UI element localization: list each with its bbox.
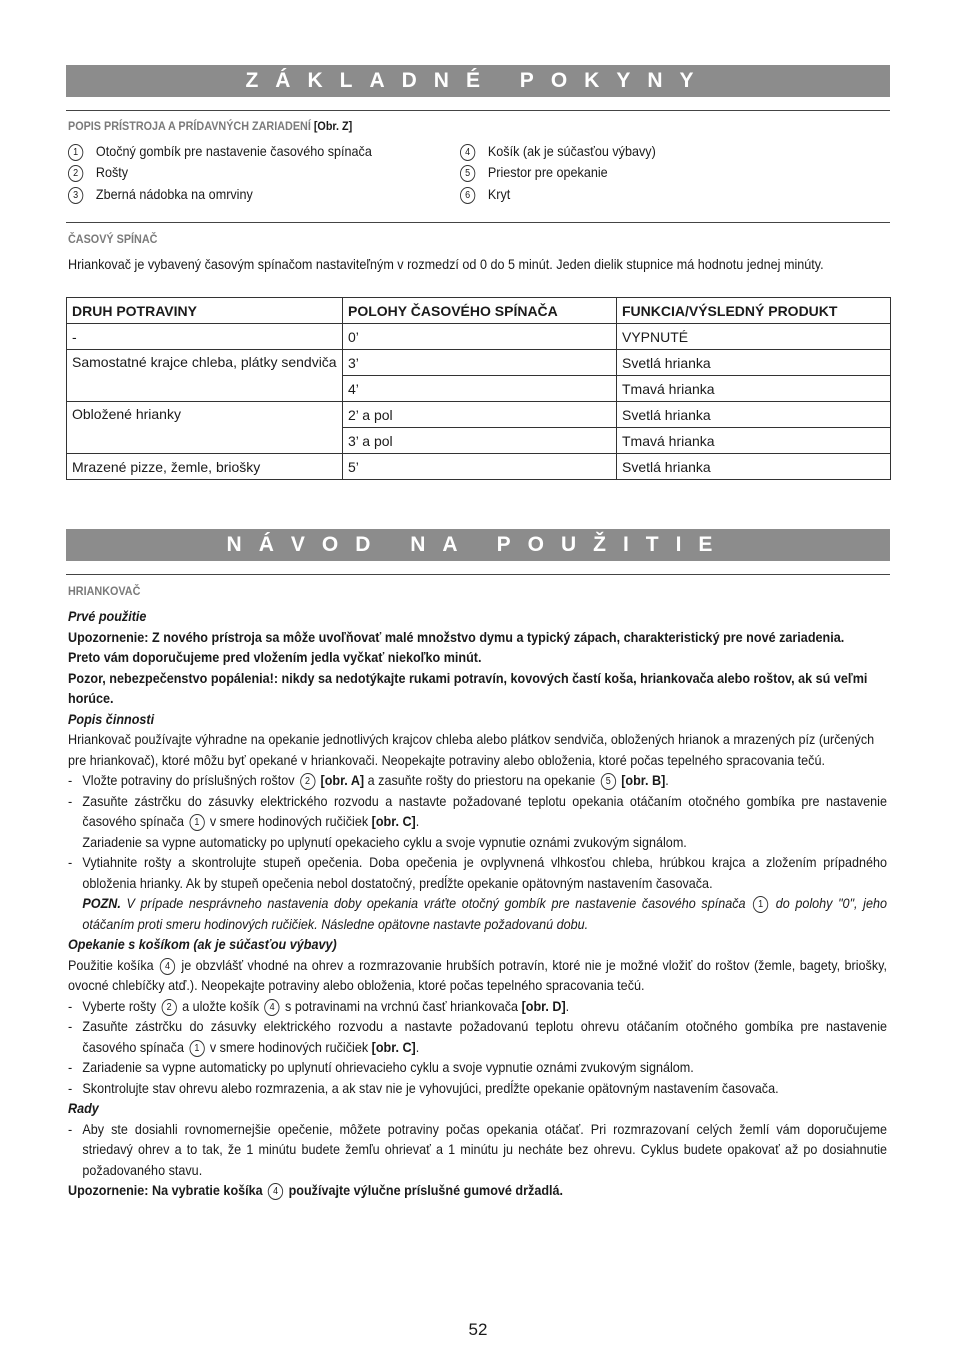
circled-number: 2 — [161, 999, 176, 1016]
part-item — [68, 186, 253, 204]
text: a uložte košík — [182, 997, 260, 1014]
text: V prípade nesprávneho nastavenia doby opekania vráťte otočný gombík pre nastavenie časového spínača — [126, 895, 746, 911]
section-banner-usage: NÁVOD NA POUŽITIE — [66, 529, 890, 561]
circled-number: 4 — [160, 958, 175, 975]
list-item: - Skontrolujte stav ohrevu alebo rozmrazenia, a ak stav nie je vyhovujúci, predĺžte opekanie opätovným nastavením časovača. — [68, 1079, 779, 1096]
circled-number: 6 — [460, 187, 475, 204]
text: Upozornenie: Na vybratie košíka — [68, 1182, 263, 1198]
warning-text: Pozor, nebezpečenstvo popálenia!: nikdy sa nedotýkajte rukami potravín, kovových častí koša, hriankovača alebo roštov, ak sú veľmi horúce. — [68, 669, 868, 706]
operation-title: Popis činnosti — [68, 710, 155, 727]
description-label-text: POPIS PRÍSTROJA A PRÍDAVNÝCH ZARIADENÍ — [68, 119, 311, 133]
text: v smere hodinových ručičiek — [209, 1038, 369, 1055]
note — [68, 893, 887, 934]
figure-ref: [obr. D] — [521, 997, 566, 1014]
figure-ref: [obr. C] — [371, 813, 416, 829]
list-item: - Vytiahnite rošty a skontrolujte stupeň opečenia. Doba opečenia je ovplyvnená vlhkosťou chleba, hrúbkou krajca a zložením prípadného obloženia hrianky. Ak by stupeň opečenia nebol dostatočný, predĺžte opekanie opätovným nastavením časovača. — [68, 854, 887, 891]
list-item: - Zasuňte zástrčku do zásuvky elektrického rozvodu a nastavte požadované teplotu opekania otáčaním otočného gombíka pre nastavenie časového spínača 1 v smere hodinových ručičiek [obr. C]. — [68, 792, 887, 829]
circled-number: 2 — [68, 165, 83, 182]
table-cell: 5’ — [343, 454, 617, 480]
table-cell: 2’ a pol — [343, 402, 617, 428]
table-header-cell: POLOHY ČASOVÉHO SPÍNAČA — [343, 298, 617, 324]
table-cell: Svetlá hrianka — [617, 350, 891, 376]
table-row — [67, 402, 891, 428]
table-cell: 3’ — [343, 350, 617, 376]
list-item: - Zariadenie sa vypne automaticky po uplynutí ohrievacieho cyklu a svoje vypnutie oznámi zvukovým signálom. — [68, 1059, 694, 1075]
final-warning — [68, 1180, 887, 1201]
table-header-cell: FUNKCIA/VÝSLEDNÝ PRODUKT — [617, 298, 891, 324]
table-cell: Tmavá hrianka — [617, 376, 891, 402]
part-text: Priestor pre opekanie — [487, 164, 608, 180]
text: Vložte potraviny do príslušných roštov — [82, 772, 295, 788]
circled-number: 1 — [753, 896, 768, 913]
text: s potravinami na vrchnú časť hriankovača — [285, 997, 519, 1014]
figure-ref: [obr. C] — [371, 1038, 416, 1055]
text: Zasuňte zástrčku do zásuvky elektrického rozvodu a nastavte požadované teplotu opekania otáčaním otočného gombíka pre nastavenie časového spínača — [82, 792, 887, 829]
table-row — [67, 324, 891, 350]
text: Vyberte rošty — [82, 997, 157, 1014]
list-item: - Aby ste dosiahli rovnomernejšie opečenie, môžete potraviny počas opekania otáčať. Pri rozmrazovaní celých žemlí vám doporučujeme striedavý ohrev a to tak, že 1 minútu budete žemľu ohrievať a 1 minútu ju necháte bez ohrevu. Cyklus budete opakovať až po dosiahnutie požadovaného stavu. — [68, 1120, 887, 1178]
warning-text: Preto vám doporučujeme pred vložením jedla vyčkať niekoľko minút. — [68, 649, 482, 665]
description-label — [68, 119, 352, 133]
usage-body — [68, 606, 887, 1201]
circled-number: 4 — [264, 999, 279, 1016]
part-item — [460, 164, 608, 182]
figure-ref: [obr. A] — [320, 772, 365, 788]
text: používajte výlučne príslušné gumové držadlá. — [288, 1182, 564, 1198]
section-banner-basic: ZÁKLADNÉ POKYNY — [66, 65, 890, 97]
part-item — [68, 143, 372, 161]
part-item — [68, 164, 128, 182]
basket-intro — [68, 955, 887, 996]
circled-number: 1 — [68, 144, 83, 161]
text: je obzvlášť vhodné na ohrev a rozmrazovanie hrubších potravín, ktoré nie je možné vložiť do roštov (žemle, bagety, briošky, ovocné chlebíčky atď.). Neopekajte potraviny alebo obloženia, ktoré počas tepelného spracovania tečú. — [68, 956, 888, 993]
divider — [66, 574, 890, 575]
list-item: - Zasuňte zástrčku do zásuvky elektrického rozvodu a nastavte požadovanú teplotu ohrevu otáčaním otočného gombíka pre nastavenie časového spínača 1 v smere hodinových ručičiek [obr. C]. — [68, 1018, 887, 1055]
circled-number: 3 — [68, 187, 83, 204]
table-row — [67, 454, 891, 480]
text: Vytiahnite rošty a skontrolujte stupeň opečenia. Doba opečenia je ovplyvnená vlhkosťou chleba, hrúbkou krajca a zložením prípadného obloženia hrianky. Ak by stupeň opečenia nebol dostatočný, predĺžte opekanie opätovným nastavením časovača. — [82, 854, 887, 891]
description-label-ref: [Obr. Z] — [313, 119, 353, 133]
table-cell: Samostatné krajce chleba, plátky sendviča — [67, 350, 343, 402]
table-row — [67, 350, 891, 376]
table-cell: Obložené hrianky — [67, 402, 343, 454]
text: Zasuňte zástrčku do zásuvky elektrického rozvodu a nastavte požadovanú teplotu ohrevu otáčaním otočného gombíka pre nastavenie časového spínača — [82, 1018, 887, 1055]
timer-label: ČASOVÝ SPÍNAČ — [68, 232, 158, 246]
circled-number: 5 — [601, 773, 616, 790]
part-item — [460, 143, 656, 161]
list-item: - Vložte potraviny do príslušných roštov 2 [obr. A] a zasuňte rošty do priestoru na opekanie 5 [obr. B]. — [68, 772, 669, 788]
text: a zasuňte rošty do priestoru na opekanie — [367, 772, 596, 788]
figure-ref: [obr. B] — [621, 772, 666, 788]
toaster-label: HRIANKOVAČ — [68, 584, 141, 598]
circled-number: 4 — [268, 1183, 283, 1200]
table-cell: Tmavá hrianka — [617, 428, 891, 454]
divider — [66, 222, 890, 223]
tips-title: Rady — [68, 1100, 99, 1116]
text: Aby ste dosiahli rovnomernejšie opečenie, môžete potraviny počas opekania otáčať. Pri rozmrazovaní celých žemlí vám doporučujeme striedavý ohrev a to tak, že 1 minútu budete žemľu ohrievať a 1 minútu ju necháte bez ohrevu. Cyklus budete opakovať až po dosiahnutie požadovaného stavu. — [82, 1120, 887, 1178]
text: Zariadenie sa vypne automaticky po uplynutí opekacieho cyklu a svoje vypnutie oznámi zvukovým signálom. — [82, 833, 687, 850]
divider — [66, 110, 890, 111]
operation-intro: Hriankovač používajte výhradne na opekanie jednotlivých krajcov chleba alebo plátkov sendviča, obložených hrianok a mrazených píz (určených pre hriankovač), ktoré môžu byť opekané v hriankovači. Neopekajte potraviny alebo obloženia, ktoré počas tepelného spracovania tečú. — [68, 731, 875, 768]
warning-text: Upozornenie: Z nového prístroja sa môže uvoľňovať malé množstvo dymu a typický zápach, charakteristický pre nové zariadenia. — [68, 628, 845, 645]
part-item — [460, 186, 510, 204]
note-label: POZN. — [82, 895, 121, 911]
table-header-row — [67, 298, 891, 324]
part-text: Zberná nádobka na omrviny — [95, 186, 253, 202]
circled-number: 5 — [460, 165, 475, 182]
table-cell: 4’ — [343, 376, 617, 402]
table-cell: - — [67, 324, 343, 350]
table-cell: VYPNUTÉ — [617, 324, 891, 350]
timer-text: Hriankovač je vybavený časovým spínačom nastaviteľným v rozmedzí od 0 do 5 minút. Jeden dielik stupnice má hodnotu jednej minúty. — [68, 256, 824, 272]
part-text: Rošty — [95, 164, 129, 180]
text: Skontrolujte stav ohrevu alebo rozmrazenia, a ak stav nie je vyhovujúci, predĺžte opekanie opätovným nastavením časovača. — [82, 1079, 779, 1096]
basket-title: Opekanie s košíkom (ak je súčasťou výbavy) — [68, 936, 337, 952]
part-text: Košík (ak je súčasťou výbavy) — [487, 143, 656, 159]
text: do polohy "0", jeho otáčaním proti smeru hodinových ručičiek. Následne opätovne nastavte požadovanú dobu. — [82, 895, 887, 932]
list-note — [68, 832, 887, 853]
part-text: Kryt — [487, 186, 511, 202]
page-number: 52 — [468, 1320, 488, 1339]
part-text: Otočný gombík pre nastavenie časového spínača — [95, 143, 372, 159]
timer-table — [66, 297, 891, 480]
first-use-title: Prvé použitie — [68, 608, 147, 624]
circled-number: 1 — [189, 814, 204, 831]
table-cell: 3’ a pol — [343, 428, 617, 454]
table-header-cell: DRUH POTRAVINY — [67, 298, 343, 324]
list-item: - Vyberte rošty 2 a uložte košík 4 s potravinami na vrchnú časť hriankovača [obr. D]. — [68, 997, 570, 1014]
text: v smere hodinových ručičiek — [209, 813, 369, 829]
circled-number: 4 — [460, 144, 475, 161]
table-cell: 0’ — [343, 324, 617, 350]
text: Použitie košíka — [68, 956, 154, 973]
table-cell: Svetlá hrianka — [617, 454, 891, 480]
table-cell: Svetlá hrianka — [617, 402, 891, 428]
circled-number: 1 — [189, 1040, 204, 1057]
text: Zariadenie sa vypne automaticky po uplynutí ohrievacieho cyklu a svoje vypnutie oznámi zvukovým signálom. — [82, 1059, 694, 1075]
table-cell: Mrazené pizze, žemle, briošky — [67, 454, 343, 480]
circled-number: 2 — [300, 773, 315, 790]
